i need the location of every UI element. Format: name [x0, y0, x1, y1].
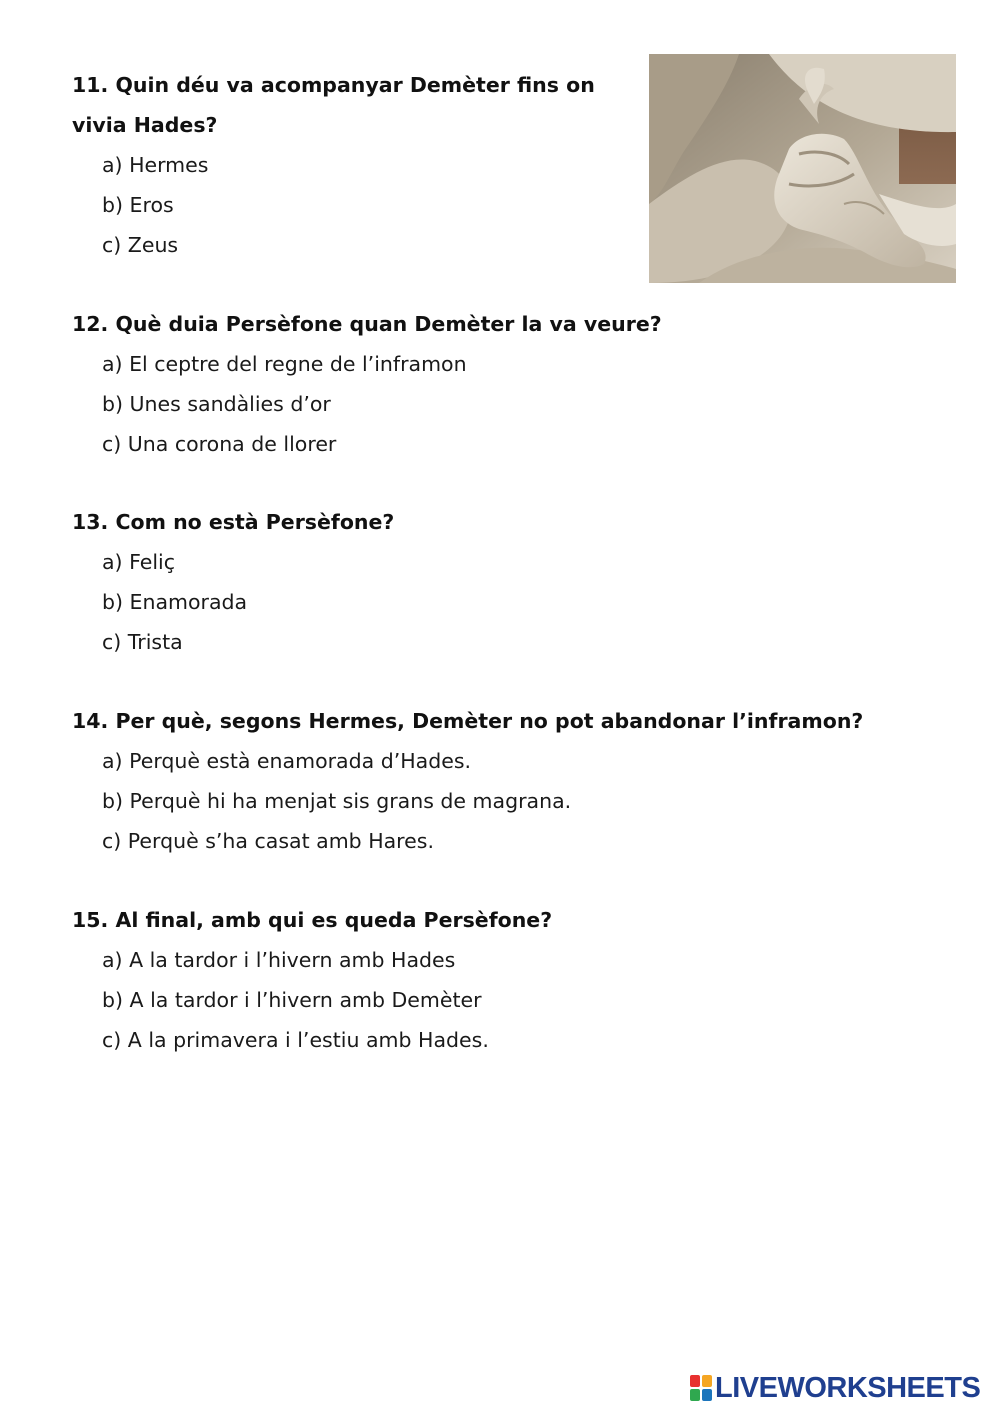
- question-15-option-a[interactable]: a) A la tardor i l’hivern amb Hades: [102, 948, 456, 972]
- question-13-option-c[interactable]: c) Trista: [102, 630, 183, 654]
- liveworksheets-wordmark: LIVEWORKSHEETS: [715, 1371, 981, 1404]
- liveworksheets-logo: [690, 1372, 980, 1404]
- question-12-option-b[interactable]: b) Unes sandàlies d’or: [102, 392, 331, 416]
- logo-square-blue: [702, 1389, 712, 1401]
- question-12-option-a[interactable]: a) El ceptre del regne de l’inframon: [102, 352, 467, 376]
- question-12-option-c[interactable]: c) Una corona de llorer: [102, 432, 337, 456]
- question-14-option-b[interactable]: b) Perquè hi ha menjat sis grans de magrana.: [102, 789, 572, 813]
- question-15-option-b[interactable]: b) A la tardor i l’hivern amb Demèter: [102, 988, 482, 1012]
- question-11-title-line1: 11. Quin déu va acompanyar Demèter fins on: [72, 73, 595, 97]
- question-15-title: 15. Al final, amb qui es queda Persèfone?: [72, 908, 553, 932]
- liveworksheets-logo-icon: [690, 1375, 712, 1401]
- question-11-option-b[interactable]: b) Eros: [102, 193, 174, 217]
- winged-sandal-statue-image: [649, 54, 956, 283]
- question-15-option-c[interactable]: c) A la primavera i l’estiu amb Hades.: [102, 1028, 489, 1052]
- question-13-title: 13. Com no està Persèfone?: [72, 510, 395, 534]
- question-13-option-b[interactable]: b) Enamorada: [102, 590, 248, 614]
- question-11-option-a[interactable]: a) Hermes: [102, 153, 209, 177]
- question-14-option-a[interactable]: a) Perquè està enamorada d’Hades.: [102, 749, 472, 773]
- question-14-option-c[interactable]: c) Perquè s’ha casat amb Hares.: [102, 829, 434, 853]
- logo-square-orange: [702, 1375, 712, 1387]
- question-11-title-line2: vivia Hades?: [72, 113, 218, 137]
- question-13-option-a[interactable]: a) Feliç: [102, 550, 176, 574]
- question-11-option-c[interactable]: c) Zeus: [102, 233, 179, 257]
- question-12-title: 12. Què duia Persèfone quan Demèter la va veure?: [72, 312, 662, 336]
- question-14-title: 14. Per què, segons Hermes, Demèter no pot abandonar l’inframon?: [72, 709, 864, 733]
- logo-square-red: [690, 1375, 700, 1387]
- logo-square-green: [690, 1389, 700, 1401]
